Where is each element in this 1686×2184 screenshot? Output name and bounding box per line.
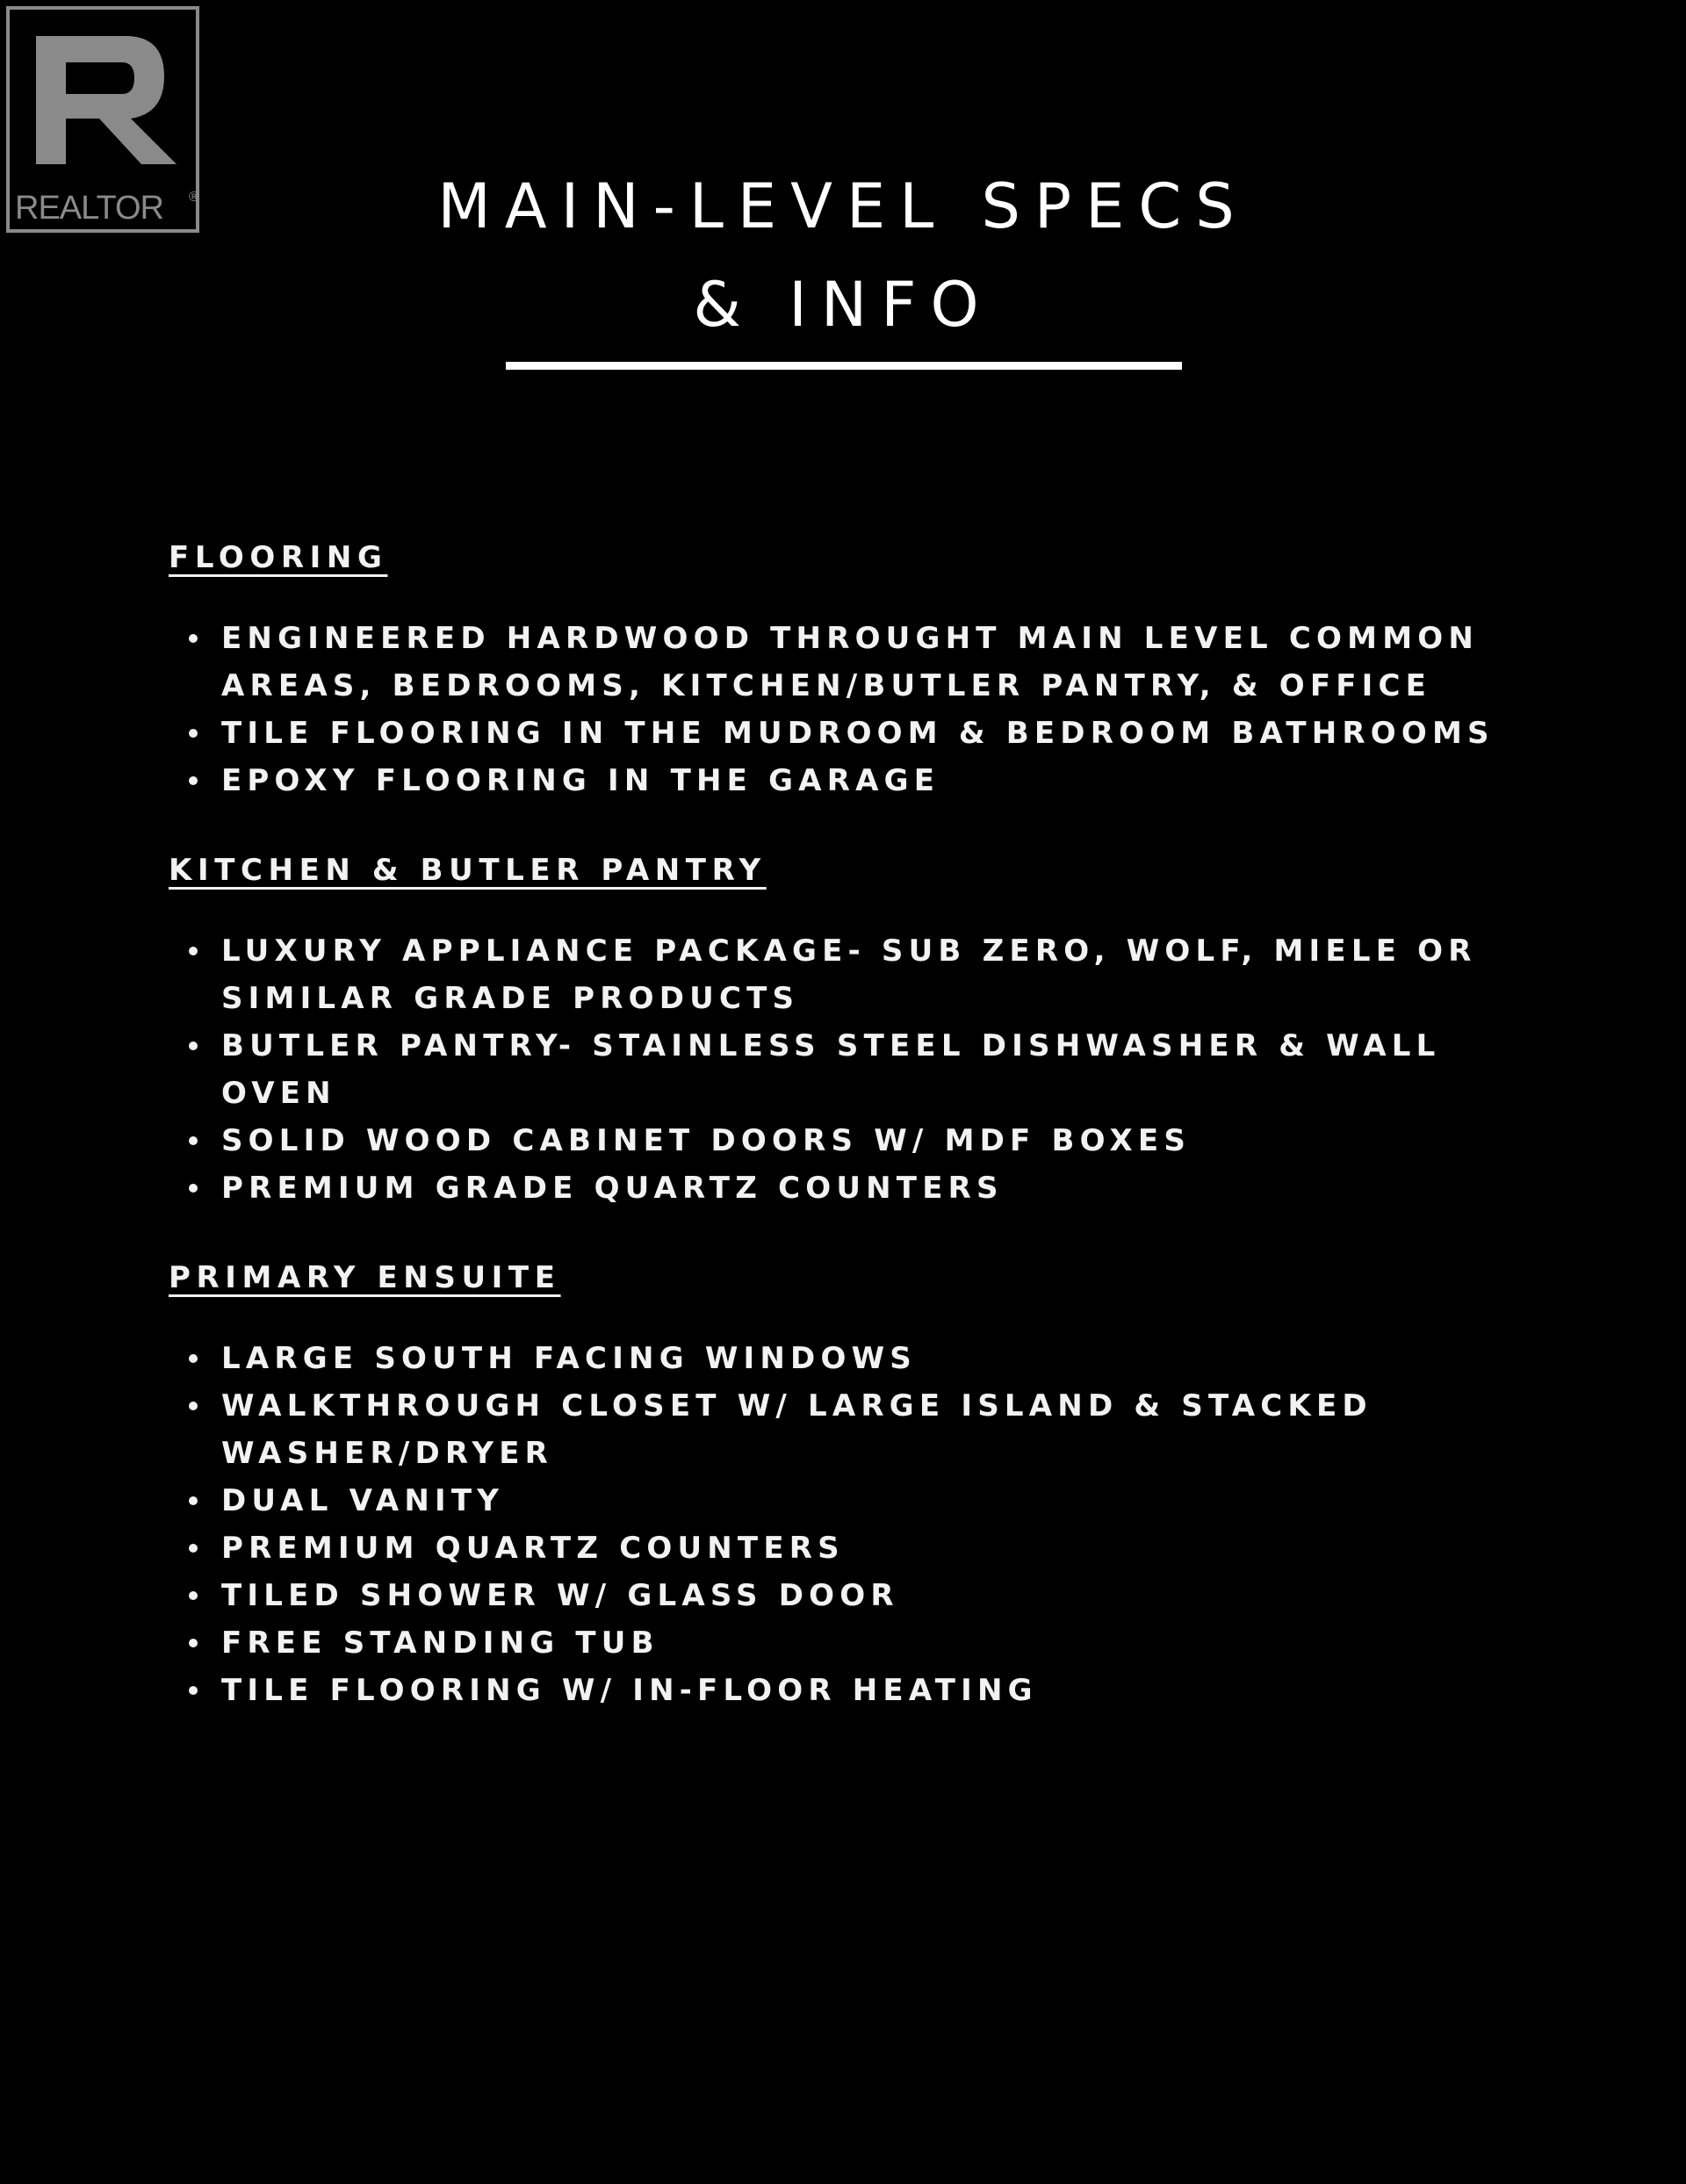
section-primary-ensuite	[169, 1260, 1538, 1714]
title-underline-divider	[506, 362, 1182, 370]
bullet-icon	[189, 1686, 198, 1695]
list-item	[169, 1477, 1538, 1524]
list-item	[169, 1667, 1538, 1714]
bullet-icon	[189, 1136, 198, 1145]
list-item-text: LARGE SOUTH FACING WINDOWS	[221, 1341, 917, 1376]
realtor-logo-text: REALTOR	[15, 190, 163, 227]
bullet-icon	[189, 1639, 198, 1647]
list-item-text: TILE FLOORING W/ IN-FLOOR HEATING	[221, 1673, 1038, 1708]
section-flooring	[169, 540, 1538, 804]
section-kitchen-butler-pantry	[169, 853, 1538, 1212]
item-list	[169, 615, 1538, 804]
registered-mark: ®	[189, 190, 199, 205]
realtor-r-logo-icon	[10, 10, 196, 185]
bullet-icon	[189, 1042, 198, 1050]
bullet-icon	[189, 1184, 198, 1193]
list-item-text: TILE FLOORING IN THE MUDROOM & BEDROOM BATHROOMS	[221, 716, 1495, 751]
bullet-icon	[189, 776, 198, 785]
list-item	[169, 1524, 1538, 1572]
list-item	[169, 1335, 1538, 1382]
list-item-text: PREMIUM GRADE QUARTZ COUNTERS	[221, 1171, 1004, 1206]
bullet-icon	[189, 729, 198, 738]
bullet-icon	[189, 1402, 198, 1410]
bullet-icon	[189, 947, 198, 955]
section-heading: FLOORING	[169, 540, 388, 575]
list-item	[169, 1382, 1538, 1477]
bullet-icon	[189, 1544, 198, 1553]
list-item-text: SOLID WOOD CABINET DOORS W/ MDF BOXES	[221, 1123, 1192, 1158]
bullet-icon	[189, 1354, 198, 1363]
section-heading: PRIMARY ENSUITE	[169, 1260, 561, 1295]
list-item	[169, 1572, 1538, 1619]
list-item-text: DUAL VANITY	[221, 1483, 505, 1518]
list-item-text: EPOXY FLOORING IN THE GARAGE	[221, 763, 940, 798]
list-item-text: WALKTHROUGH CLOSET W/ LARGE ISLAND & STACKED WASHER/DRYER	[221, 1388, 1373, 1471]
list-item	[169, 1164, 1538, 1212]
list-item-text: LUXURY APPLIANCE PACKAGE- SUB ZERO, WOLF, MIELE OR SIMILAR GRADE PRODUCTS	[221, 933, 1477, 1016]
list-item-text: FREE STANDING TUB	[221, 1625, 659, 1661]
bullet-icon	[189, 1496, 198, 1505]
list-item	[169, 927, 1538, 1022]
specs-content	[169, 540, 1538, 1714]
list-item	[169, 1619, 1538, 1667]
page-title-line-1: MAIN-LEVEL SPECS	[437, 170, 1249, 242]
section-heading: KITCHEN & BUTLER PANTRY	[169, 853, 767, 888]
list-item-text: TILED SHOWER W/ GLASS DOOR	[221, 1578, 899, 1613]
list-item-text: PREMIUM QUARTZ COUNTERS	[221, 1531, 845, 1566]
list-item	[169, 1022, 1538, 1117]
list-item	[169, 757, 1538, 804]
list-item	[169, 710, 1538, 757]
page-title-line-2: & INFO	[693, 269, 993, 341]
bullet-icon	[189, 634, 198, 643]
list-item-text: BUTLER PANTRY- STAINLESS STEEL DISHWASHER & WALL OVEN	[221, 1028, 1441, 1111]
item-list	[169, 1335, 1538, 1714]
list-item	[169, 615, 1538, 710]
list-item	[169, 1117, 1538, 1164]
bullet-icon	[189, 1591, 198, 1600]
item-list	[169, 927, 1538, 1212]
list-item-text: ENGINEERED HARDWOOD THROUGHT MAIN LEVEL COMMON AREAS, BEDROOMS, KITCHEN/BUTLER PANTRY, & OFFICE	[221, 621, 1479, 703]
